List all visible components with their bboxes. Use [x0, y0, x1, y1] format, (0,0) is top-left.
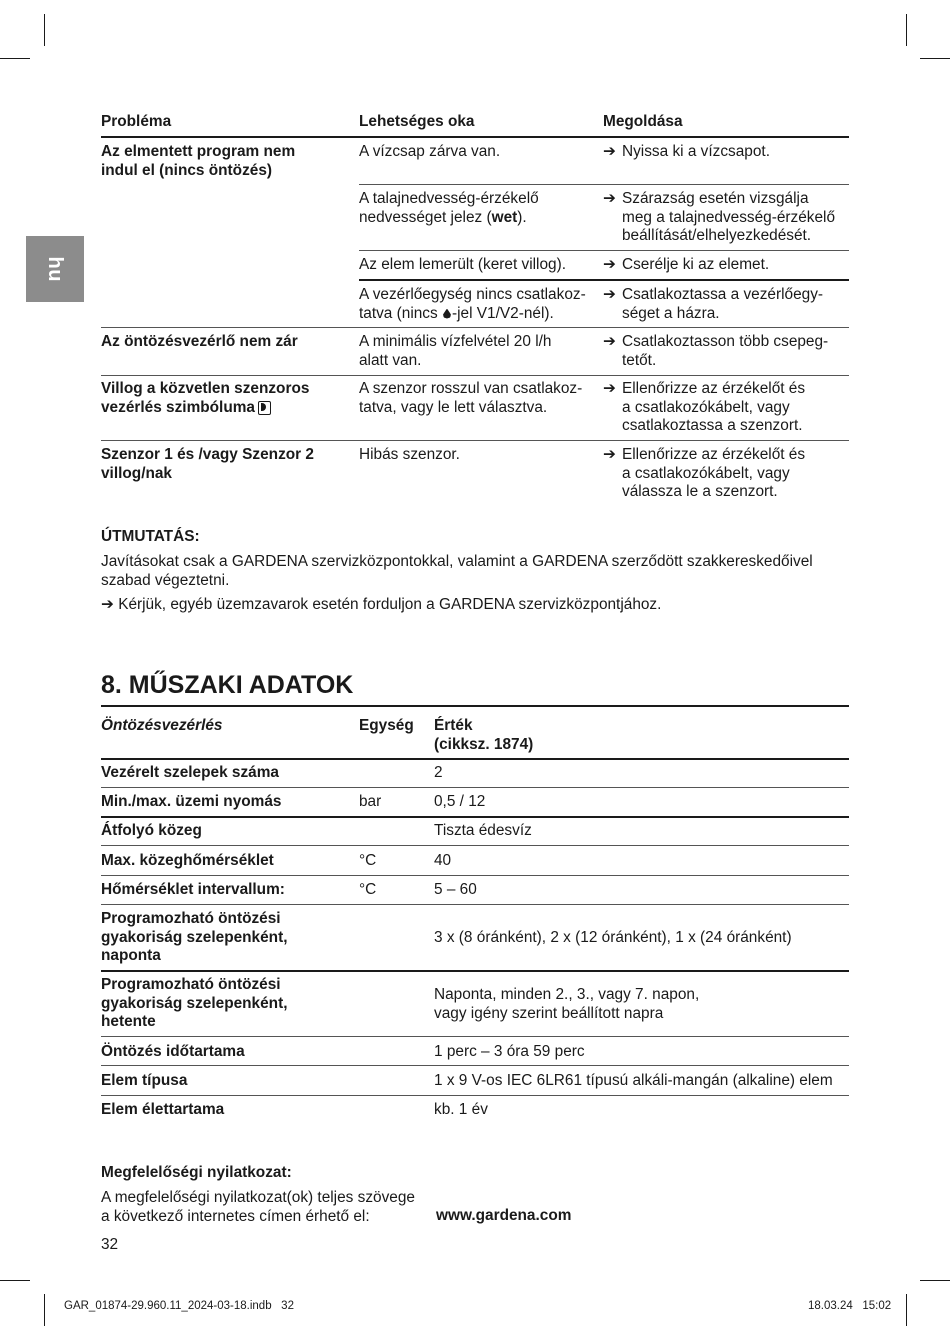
solution-text: csatlakoztassa a szenzort.	[622, 417, 803, 434]
spec-header-value-line: Érték	[434, 717, 473, 734]
spec-name-line: gyakoriság szelepenként,	[101, 994, 288, 1012]
spec-value: 5 – 60	[434, 881, 477, 898]
spec-name: Max. közeghőmérséklet	[101, 852, 274, 869]
spec-name	[101, 976, 287, 1032]
spec-value: 3 x (8 óránként), 2 x (12 óránként), 1 x (24 óránként)	[434, 929, 792, 946]
problem-text: Az elmentett program nem	[101, 143, 296, 160]
footer-file: GAR_01874-29.960.11_2024-03-18.indb 32	[64, 1300, 294, 1312]
spec-name-line: Programozható öntözési	[101, 910, 281, 927]
cause-cell	[359, 380, 599, 417]
cause-cell	[359, 286, 599, 323]
problem-text: villog/nak	[101, 464, 172, 482]
solution-cell	[603, 190, 862, 246]
solution-text: a csatlakozókábelt, vagy	[622, 464, 790, 482]
footer-date: 18.03.24 15:02	[808, 1300, 892, 1312]
spec-value: 2	[434, 764, 443, 781]
solution-cell	[603, 333, 862, 370]
crop-mark	[44, 14, 45, 46]
crop-mark	[0, 58, 30, 59]
row-divider	[101, 875, 849, 876]
solution-text: beállítását/elhelyezkedését.	[622, 227, 812, 244]
spec-header-value-line: (cikksz. 1874)	[434, 735, 534, 753]
table-divider	[101, 136, 849, 138]
cause-text	[359, 209, 599, 228]
solution-text: Csatlakoztasson több csepeg-	[622, 333, 829, 350]
solution-text: meg a talajnedvesség-érzékelő	[622, 208, 836, 226]
arrow-icon: ➔	[603, 446, 616, 463]
cause-text-part: ).	[517, 208, 527, 226]
solution-text: Szárazság esetén vizsgálja	[622, 190, 809, 207]
spec-name: Vezérelt szelepek száma	[101, 764, 279, 781]
problem-text: Szenzor 1 és /vagy Szenzor 2	[101, 446, 314, 463]
arrow-icon: ➔	[603, 190, 616, 207]
crop-mark	[920, 58, 950, 59]
cause-text: tatva, vagy le lett választva.	[359, 398, 548, 416]
crop-mark	[906, 1294, 907, 1326]
spec-value	[434, 986, 699, 1023]
solution-text: a csatlakozókábelt, vagy	[622, 398, 790, 416]
cause-text-part: nedvességet jelez (	[359, 208, 492, 226]
header-solution: Megoldása	[603, 113, 683, 130]
solution-text: tetőt.	[622, 351, 657, 369]
cause-cell	[359, 190, 599, 227]
spec-value-line: Naponta, minden 2., 3., vagy 7. napon,	[434, 986, 700, 1003]
solution-cell	[603, 446, 862, 502]
spec-name-line: Programozható öntözési	[101, 976, 281, 993]
row-divider	[101, 970, 849, 972]
spec-value: Tiszta édesvíz	[434, 822, 532, 839]
cause-text: Az elem lemerült (keret villog).	[359, 256, 566, 273]
problem-text: Az öntözésvezérlő nem zár	[101, 333, 298, 350]
table-divider	[101, 758, 849, 760]
spec-value: 40	[434, 852, 452, 869]
note-text: szabad végeztetni.	[101, 571, 230, 589]
spec-value: kb. 1 év	[434, 1101, 488, 1118]
crop-mark	[920, 1280, 950, 1281]
spec-header-value	[434, 717, 533, 754]
row-divider	[101, 1036, 849, 1037]
conformity-heading: Megfelelőségi nyilatkozat:	[101, 1164, 292, 1181]
note-instruction	[101, 596, 661, 615]
solution-cell	[603, 256, 862, 275]
row-divider	[101, 845, 849, 846]
row-divider	[101, 1065, 849, 1066]
problem-cell	[101, 380, 351, 417]
solution-text: válassza le a szenzort.	[622, 483, 778, 500]
spec-name: Elem élettartama	[101, 1101, 225, 1118]
cause-text: A vezérlőegység nincs csatlakoz-	[359, 286, 586, 303]
spec-name: Hőmérséklet intervallum:	[101, 881, 285, 898]
crop-mark	[44, 1294, 45, 1326]
cause-cell	[359, 143, 599, 162]
problem-cell	[101, 333, 351, 352]
problem-text-part: vezérlés szimbóluma	[101, 398, 255, 416]
conformity-line: a következő internetes címen érhető el:	[101, 1207, 370, 1225]
spec-name: Min./max. üzemi nyomás	[101, 793, 282, 810]
solution-cell	[603, 143, 862, 162]
spec-name: Átfolyó közeg	[101, 822, 202, 839]
spec-header-name: Öntözésvezérlés	[101, 717, 223, 734]
conformity-text	[101, 1189, 415, 1226]
spec-value-line: vagy igény szerint beállított napra	[434, 1004, 664, 1022]
page-number: 32	[101, 1236, 119, 1253]
spec-unit: °C	[359, 881, 377, 898]
problem-cell	[101, 446, 351, 483]
row-divider	[101, 1095, 849, 1096]
solution-text: Ellenőrizze az érzékelőt és	[622, 446, 806, 463]
cause-text: A talajnedvesség-érzékelő	[359, 190, 539, 207]
problem-cell	[101, 143, 351, 180]
row-divider	[101, 375, 849, 376]
note-heading: ÚTMUTATÁS:	[101, 528, 200, 545]
row-divider	[359, 184, 849, 185]
crop-mark	[0, 1280, 30, 1281]
arrow-icon: ➔	[603, 286, 616, 303]
cause-text: alatt van.	[359, 351, 422, 369]
cause-cell	[359, 256, 599, 275]
arrow-icon: ➔	[603, 256, 616, 273]
conformity-url[interactable]: www.gardena.com	[436, 1207, 572, 1224]
solution-cell	[603, 286, 862, 323]
conformity-line: A megfelelőségi nyilatkozat(ok) teljes szövege	[101, 1189, 415, 1206]
header-problem: Probléma	[101, 113, 172, 130]
cause-cell	[359, 333, 599, 370]
cause-text: A szenzor rosszul van csatlakoz-	[359, 380, 583, 397]
spec-unit: bar	[359, 793, 382, 810]
cause-text: A vízcsap zárva van.	[359, 143, 501, 160]
solution-text: Cserélje ki az elemet.	[622, 256, 770, 273]
sensor-symbol-icon	[258, 401, 271, 415]
water-drop-icon	[443, 309, 451, 319]
arrow-icon: ➔	[603, 333, 616, 350]
cause-text-part: -jel V1/V2-nél).	[451, 304, 554, 322]
section-title: 8. MŰSZAKI ADATOK	[101, 671, 354, 699]
arrow-icon: ➔	[603, 380, 616, 397]
spec-name	[101, 910, 287, 966]
problem-text: Villog a közvetlen szenzoros	[101, 380, 310, 397]
spec-value: 1 perc – 3 óra 59 perc	[434, 1043, 585, 1060]
problem-text: indul el (nincs öntözés)	[101, 161, 273, 179]
row-divider	[101, 787, 849, 788]
solution-text: séget a házra.	[622, 304, 720, 322]
solution-text: Nyissa ki a vízcsapot.	[622, 143, 770, 160]
note-text: Javításokat csak a GARDENA szervizközpontokkal, valamint a GARDENA szerződött szakkereskedőivel	[101, 553, 813, 570]
note-text: Kérjük, egyéb üzemzavarok esetén forduljon a GARDENA szervizközpontjához.	[118, 596, 662, 613]
arrow-icon: ➔	[101, 596, 114, 613]
spec-value: 0,5 / 12	[434, 793, 486, 810]
arrow-icon: ➔	[603, 143, 616, 160]
spec-name-line: gyakoriság szelepenként,	[101, 928, 288, 946]
language-tab-label: hu	[44, 256, 67, 282]
spec-name-line: naponta	[101, 947, 161, 964]
cause-cell	[359, 446, 599, 465]
cause-text	[359, 305, 599, 324]
spec-value: 1 x 9 V-os IEC 6LR61 típusú alkáli-mangán (alkaline) elem	[434, 1072, 833, 1089]
spec-unit: °C	[359, 852, 377, 869]
header-cause: Lehetséges oka	[359, 113, 475, 130]
row-divider	[101, 440, 849, 441]
solution-text: Csatlakoztassa a vezérlőegy-	[622, 286, 824, 303]
wet-label: wet	[491, 208, 518, 226]
row-divider	[101, 816, 849, 818]
solution-cell	[603, 380, 862, 436]
cause-text-part: tatva (nincs	[359, 304, 438, 322]
cause-text: Hibás szenzor.	[359, 446, 460, 463]
cause-text: A minimális vízfelvétel 20 l/h	[359, 333, 552, 350]
note-body	[101, 553, 861, 590]
problem-text	[101, 399, 351, 418]
spec-name-line: hetente	[101, 1013, 156, 1030]
spec-header-unit: Egység	[359, 717, 414, 734]
spec-name: Öntözés időtartama	[101, 1043, 245, 1060]
row-divider	[101, 327, 849, 328]
crop-mark	[906, 14, 907, 46]
solution-text: Ellenőrizze az érzékelőt és	[622, 380, 806, 397]
section-divider	[101, 705, 849, 707]
row-divider	[359, 279, 849, 281]
language-tab	[26, 236, 84, 302]
row-divider	[359, 250, 849, 251]
spec-name: Elem típusa	[101, 1072, 188, 1089]
row-divider	[101, 904, 849, 905]
